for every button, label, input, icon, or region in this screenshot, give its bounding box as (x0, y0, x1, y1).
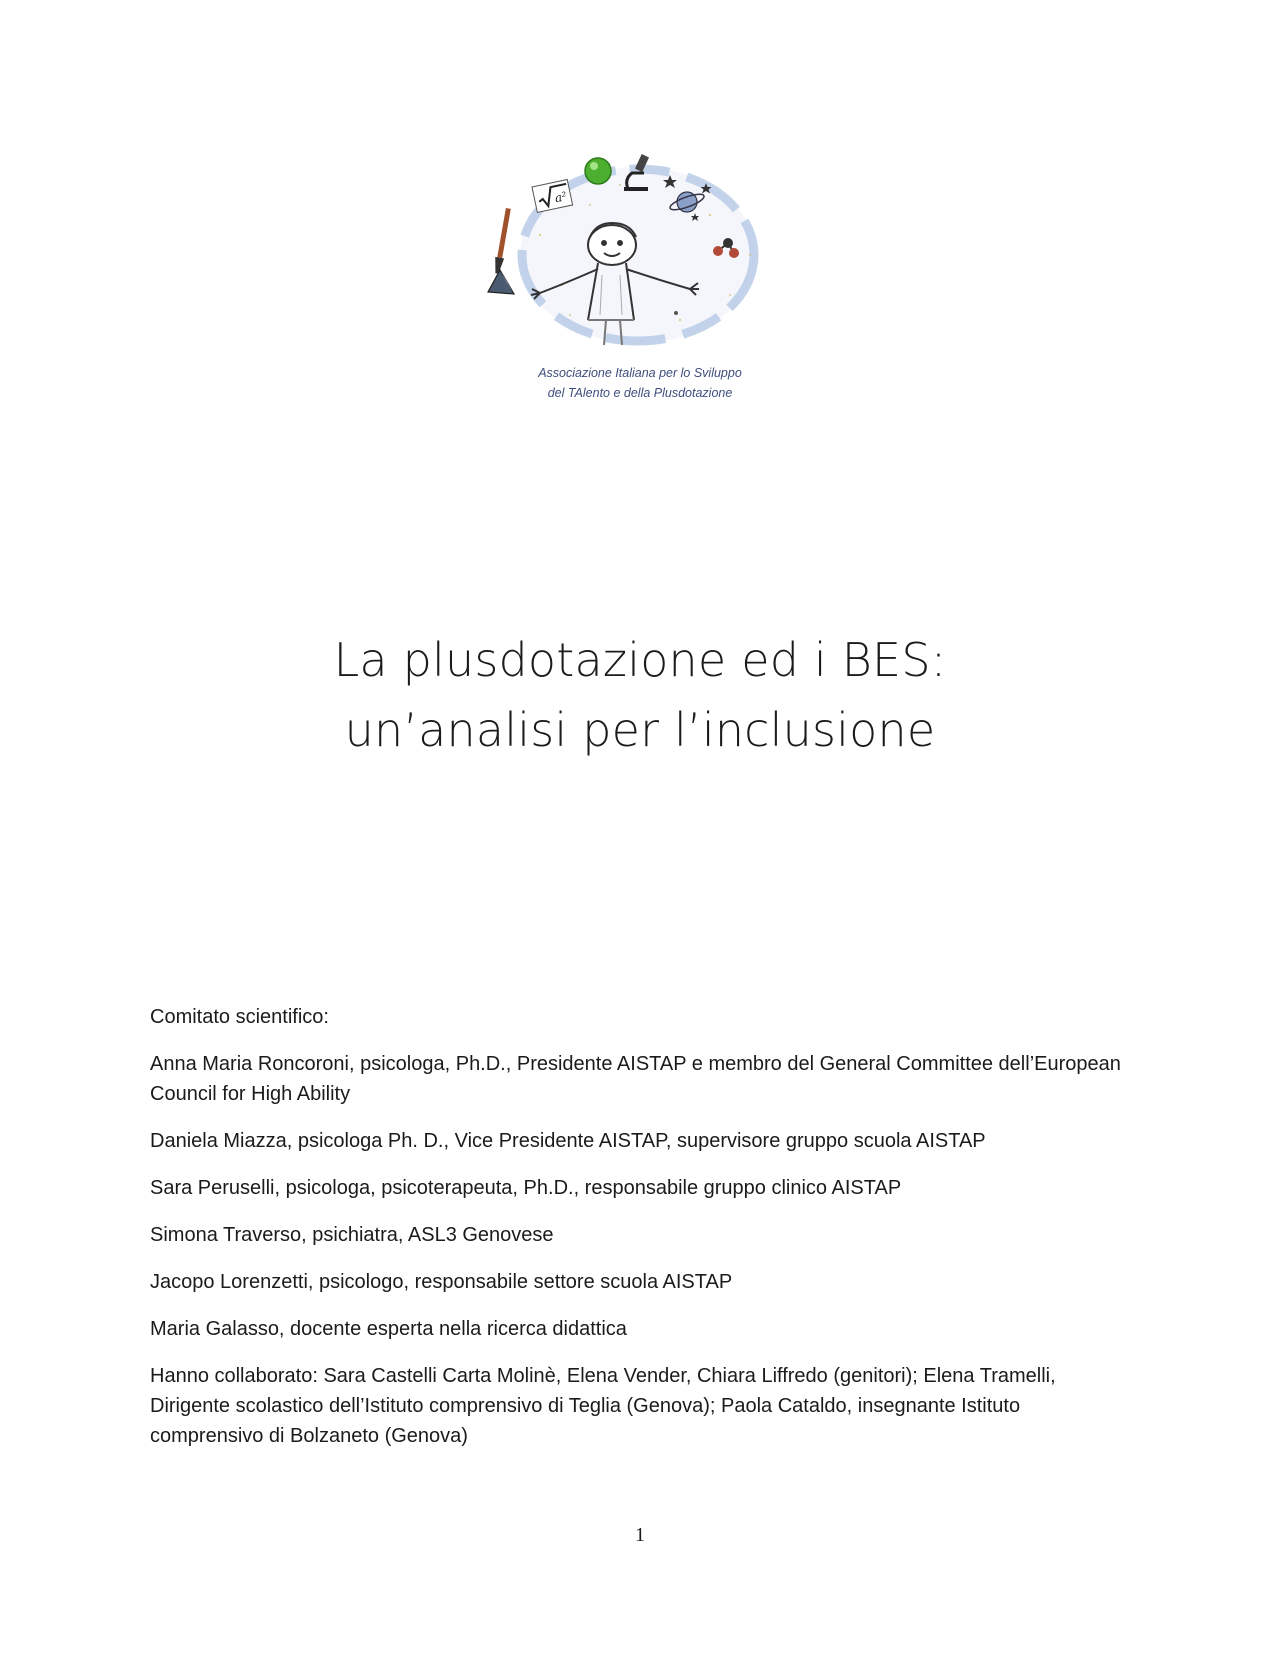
logo-caption-line1: Associazione Italiana per lo Sviluppo (538, 366, 742, 380)
page-number: 1 (635, 1524, 645, 1546)
collaborators: Hanno collaborato: Sara Castelli Carta Molinè, Elena Vender, Chiara Liffredo (genitori); Elena Tramelli, Dirigente scolastico dell’Istituto comprensivo di Teglia (Genova); Paola Cataldo, insegnante Istituto comprensivo di Bolzaneto (Genova) (150, 1365, 1056, 1447)
prism-icon (488, 270, 514, 294)
title-line2: un’analisi per l’inclusione (344, 703, 936, 757)
dot-icon (674, 311, 678, 315)
logo-caption-line2: del TAlento e della Plusdotazione (547, 386, 733, 400)
document-title (0, 625, 1280, 765)
title-line1: La plusdotazione ed i BES: (333, 633, 947, 687)
committee-member: Anna Maria Roncoroni, psicologa, Ph.D., Presidente AISTAP e membro del General Committee dell’European Council for High Ability (150, 1053, 1121, 1105)
logo-caption (470, 363, 810, 403)
committee-member: Jacopo Lorenzetti, psicologo, responsabile settore scuola AISTAP (150, 1271, 733, 1293)
committee-heading: Comitato scientifico: (150, 1006, 329, 1028)
green-sphere-icon (585, 158, 611, 184)
committee-member: Sara Peruselli, psicologa, psicoterapeuta, Ph.D., responsabile gruppo clinico AISTAP (150, 1177, 902, 1199)
logo-illustration (470, 145, 810, 360)
svg-text:a²: a² (553, 189, 569, 206)
committee-member: Daniela Miazza, psicologa Ph. D., Vice Presidente AISTAP, supervisore gruppo scuola AISTAP (150, 1130, 986, 1152)
paintbrush-icon (492, 208, 512, 275)
committee-member: Maria Galasso, docente esperta nella ricerca didattica (150, 1318, 627, 1340)
scientific-committee (150, 1002, 1130, 1468)
committee-member: Simona Traverso, psichiatra, ASL3 Genovese (150, 1224, 554, 1246)
